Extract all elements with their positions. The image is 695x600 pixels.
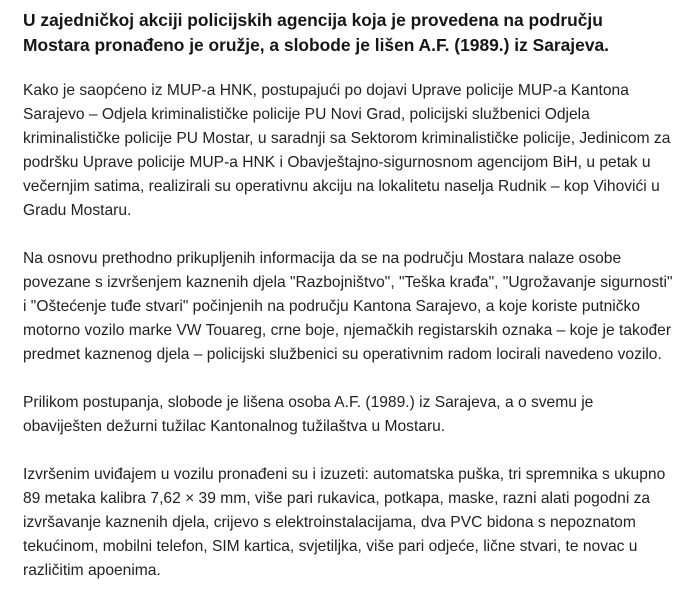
article-paragraph-1: Kako je saopćeno iz MUP-a HNK, postupajući po dojavi Uprave policije MUP-a Kantona Sarajevo – Odjela kriminalističke policije PU Novi Grad, policijski službenici Odjela kriminalističke policije PU Mostar, u saradnji sa Sektorom kriminalističke policije, Jedinicom za podršku Uprave policije MUP-a HNK i Obavještajno-sigurnosnom agencijom BiH, u petak u večernjim satima, realizirali su operativnu akciju na lokalitetu naselja Rudnik – kop Vihovići u Gradu Mostaru. (23, 82, 671, 219)
article-paragraph-4: Izvršenim uviđajem u vozilu pronađeni su i izuzeti: automatska puška, tri spremnika s ukupno 89 metaka kalibra 7,62 × 39 mm, više pari rukavica, potkapa, maske, razni alati pogodni za izvršavanje kaznenih djela, crijevo s elektroinstalacijama, dva PVC bidona s nepoznatom tekućinom, mobilni telefon, SIM kartica, svjetiljka, više pari odjeće, lične stvari, te novac u različitim apoenima. (23, 466, 666, 579)
article-lead: U zajedničkoj akciji policijskih agencija koja je provedena na području Mostara pronađeno je oružje, a slobode je lišen A.F. (1989.) iz Sarajeva. (23, 10, 609, 55)
article-paragraph-3: Prilikom postupanja, slobode je lišena osoba A.F. (1989.) iz Sarajeva, a o svemu je obaviješten dežurni tužilac Kantonalnog tužilaštva u Mostaru. (23, 394, 594, 435)
article-paragraph-2: Na osnovu prethodno prikupljenih informacija da se na području Mostara nalaze osobe povezane s izvršenjem kaznenih djela "Razbojništvo", "Teška krađa", "Ugrožavanje sigurnosti" i "Oštećenje tuđe stvari" počinjenih na području Kantona Sarajevo, a koje koriste putničko motorno vozilo marke VW Touareg, crne boje, njemačkih registarskih oznaka – koje je također predmet kaznenog djela – policijski službenici su operativnim radom locirali navedeno vozilo. (23, 250, 673, 363)
